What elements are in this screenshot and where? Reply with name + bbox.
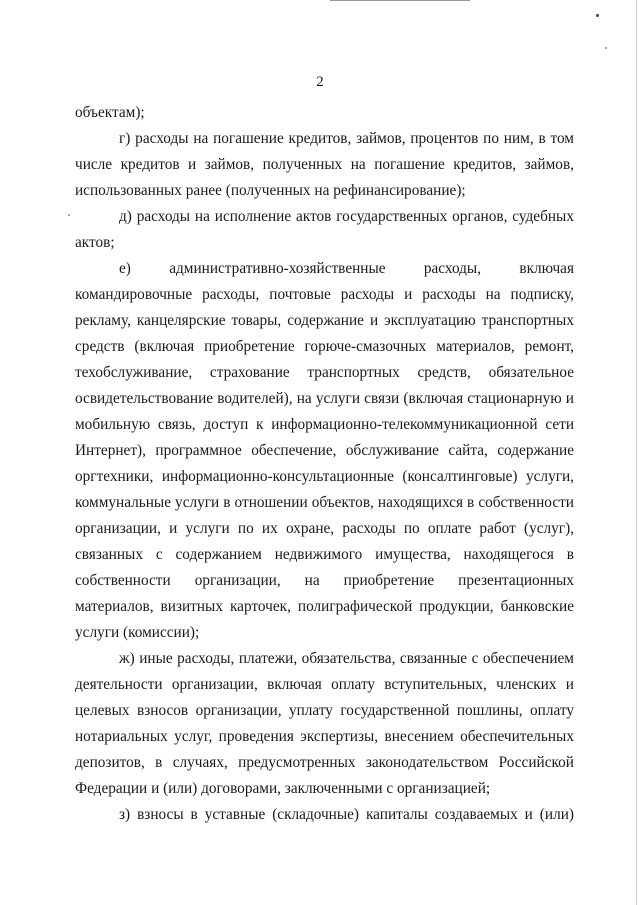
paragraph-z: з) взносы в уставные (складочные) капиталы создаваемых и (или) <box>119 806 574 823</box>
paragraph-e: е) административно-хозяйственные расходы, включая командировочные расходы, почтовые расходы и расходы на подписку, рекламу, канцелярские товары, содержание и эксплуатацию транспортных средств (включая приобретение горюче-смазочных материалов, ремонт, техобслуживание, страхование транспортных средств, обязательное освидетельствование водителей), на услуги связи (включая стационарную и мобильную связь, доступ к информационно-телекоммуникационной сети Интернет), программное обеспечение, обслуживание сайта, содержание оргтехники, информационно-консультационные (консалтинговые) услуги, коммунальные услуги в отношении объектов, находящихся в собственности организации, и услуги по их охране, расходы по оплате работ (услуг), связанных с содержанием недвижимого имущества, находящегося в собственности организации, на приобретение презентационных материалов, визитных карточек, полиграфической продукции, банковские услуги (комиссии); <box>75 260 574 641</box>
paragraph-g: г) расходы на погашение кредитов, займов, процентов по ним, в том числе кредитов и займов, полученных на погашение кредитов, займов, использованных ранее (полученных на рефинансирование); <box>75 130 574 199</box>
right-edge-line <box>636 0 637 905</box>
scan-speck <box>68 214 70 216</box>
paragraph-continuation: объектам); <box>75 104 145 121</box>
scan-speck <box>596 14 599 17</box>
scan-speck <box>605 47 607 49</box>
page-number: 2 <box>316 74 324 90</box>
document-body <box>75 100 574 828</box>
top-edge-line <box>330 0 470 1</box>
paragraph-zh: ж) иные расходы, платежи, обязательства, связанные с обеспечением деятельности организации, включая оплату вступительных, членских и целевых взносов организации, уплату государственной пошлины, оплату нотариальных услуг, проведения экспертизы, внесением обеспечительных депозитов, в случаях, предусмотренных законодательством Российской Федерации и (или) договорами, заключенными с организацией; <box>75 650 574 797</box>
paragraph-d: д) расходы на исполнение актов государственных органов, судебных актов; <box>75 208 574 251</box>
